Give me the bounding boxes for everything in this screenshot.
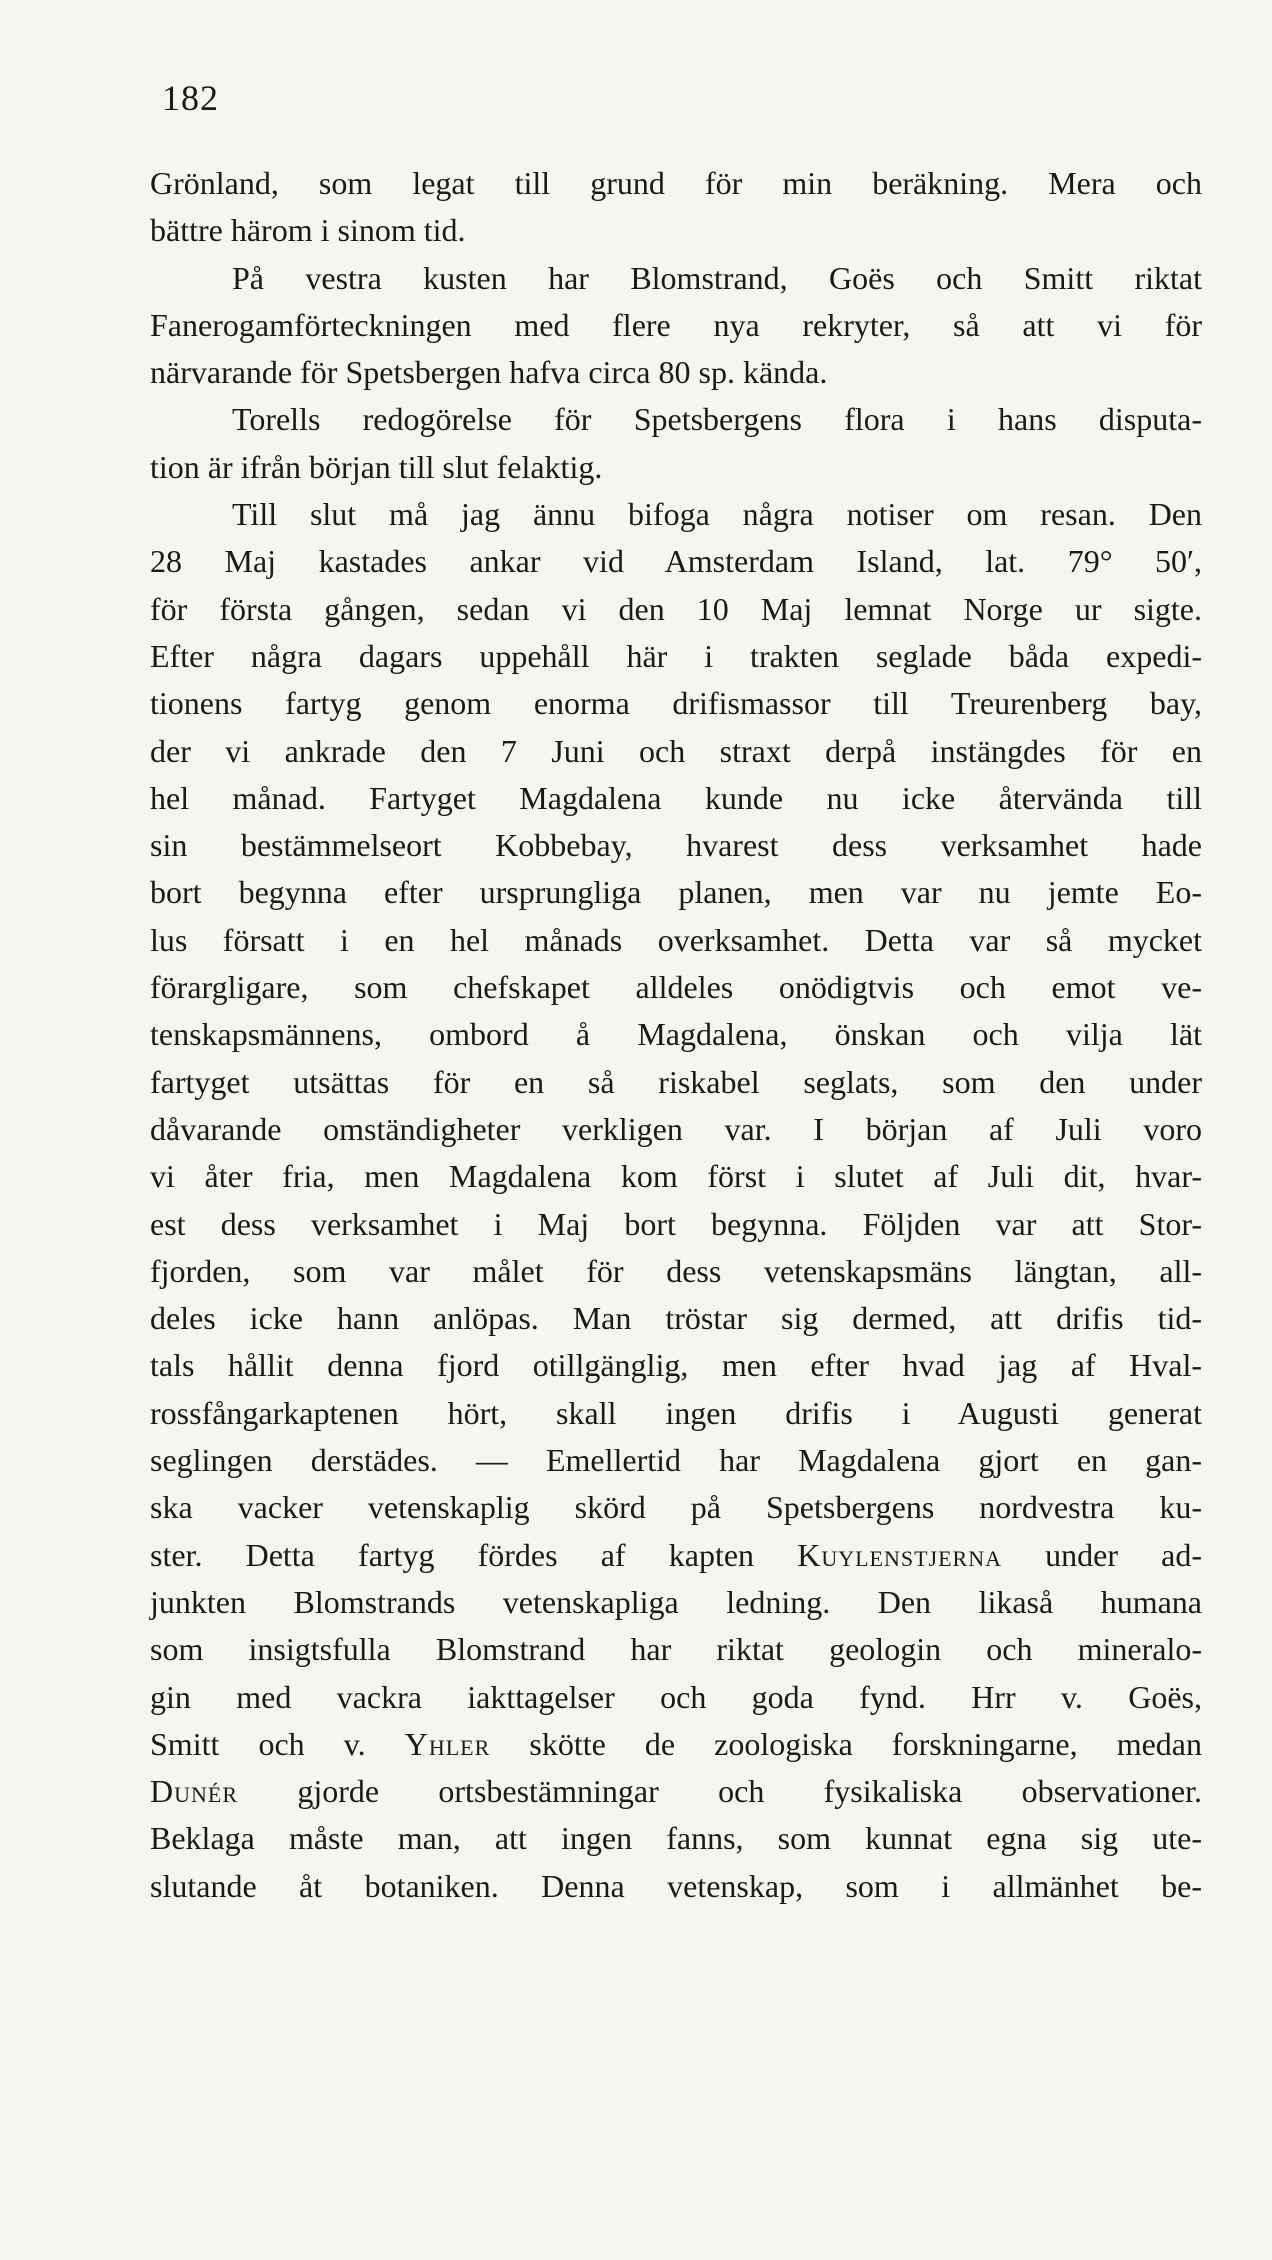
text-line: dåvarande omständigheter verkligen var. I början af Juli voro (150, 1110, 1202, 1147)
text-line: Efter några dagars uppehåll här i trakten seglade båda expedi- (150, 637, 1202, 674)
small-caps-name: Dunér (150, 1773, 238, 1810)
text-line: rossfångarkaptenen hört, skall ingen drifis i Augusti generat (150, 1394, 1202, 1431)
text-line: est dess verksamhet i Maj bort begynna. Följden var att Stor- (150, 1205, 1202, 1242)
text-line: tals hållit denna fjord otillgänglig, men efter hvad jag af Hval- (150, 1347, 1202, 1384)
text-line: sin bestämmelseort Kobbebay, hvarest dess verksamhet hade (150, 827, 1202, 864)
text-line: Beklaga måste man, att ingen fanns, som kunnat egna sig ute- (150, 1820, 1202, 1857)
text-segment: gjorde ortsbestämningar och fysikaliska observationer. (238, 1773, 1202, 1810)
text-line: tion är ifrån början till slut felaktig. (150, 448, 603, 485)
text-line: bort begynna efter ursprungliga planen, men var nu jemte Eo- (150, 874, 1202, 911)
text-line: tenskapsmännens, ombord å Magdalena, önskan och vilja lät (150, 1016, 1202, 1053)
text-line: vi åter fria, men Magdalena kom först i slutet af Juli dit, hvar- (150, 1158, 1202, 1195)
text-line: seglingen derstädes. — Emellertid har Magdalena gjort en gan- (150, 1442, 1202, 1479)
text-line: bättre härom i sinom tid. (150, 212, 466, 249)
text-line: Torells redogörelse för Spetsbergens flora i hans disputa- (232, 401, 1202, 438)
text-line: hel månad. Fartyget Magdalena kunde nu icke återvända till (150, 779, 1202, 816)
text-line (150, 1532, 1202, 1579)
text-line: fartyget utsättas för en så riskabel seglats, som den under (150, 1063, 1202, 1100)
text-line: slutande åt botaniken. Denna vetenskap, som i allmänhet be- (150, 1867, 1202, 1904)
small-caps-name: Yhler (404, 1725, 491, 1762)
text-line (150, 1768, 1202, 1815)
text-line: 28 Maj kastades ankar vid Amsterdam Island, lat. 79° 50′, (150, 543, 1202, 580)
body-text (150, 160, 1202, 1910)
text-line: På vestra kusten har Blomstrand, Goës och Smitt riktat (232, 259, 1202, 296)
text-segment: skötte de zoologiska forskningarne, medan (490, 1725, 1203, 1762)
text-segment: under ad- (1001, 1536, 1203, 1573)
text-line: som insigtsfulla Blomstrand har riktat geologin och mineralo- (150, 1631, 1202, 1668)
text-segment: Smitt och v. (150, 1725, 405, 1762)
text-line: närvarande för Spetsbergen hafva circa 80 sp. kända. (150, 354, 828, 391)
text-line: junkten Blomstrands vetenskapliga ledning. Den likaså humana (150, 1583, 1202, 1620)
text-line (150, 1721, 1202, 1768)
page-number: 182 (162, 78, 219, 118)
text-line: ska vacker vetenskaplig skörd på Spetsbergens nordvestra ku- (150, 1489, 1202, 1526)
text-line: Fanerogamförteckningen med flere nya rekryter, så att vi för (150, 306, 1202, 343)
small-caps-name: Kuylenstjerna (797, 1536, 1002, 1573)
text-line: der vi ankrade den 7 Juni och straxt derpå instängdes för en (150, 732, 1202, 769)
text-line: lus försatt i en hel månads overksamhet. Detta var så mycket (150, 921, 1202, 958)
text-segment: ster. Detta fartyg fördes af kapten (150, 1536, 798, 1573)
text-line: deles icke hann anlöpas. Man tröstar sig dermed, att drifis tid- (150, 1300, 1202, 1337)
text-line: förargligare, som chefskapet alldeles onödigtvis och emot ve- (150, 969, 1202, 1006)
text-line: tionens fartyg genom enorma drifismassor till Treurenberg bay, (150, 685, 1202, 722)
text-line: för första gången, sedan vi den 10 Maj lemnat Norge ur sigte. (150, 590, 1202, 627)
text-line: gin med vackra iakttagelser och goda fynd. Hrr v. Goës, (150, 1678, 1202, 1715)
text-line: Grönland, som legat till grund för min beräkning. Mera och (150, 165, 1202, 201)
text-line: Till slut må jag ännu bifoga några notiser om resan. Den (232, 496, 1202, 533)
text-line: fjorden, som var målet för dess vetenskapsmäns längtan, all- (150, 1252, 1202, 1289)
